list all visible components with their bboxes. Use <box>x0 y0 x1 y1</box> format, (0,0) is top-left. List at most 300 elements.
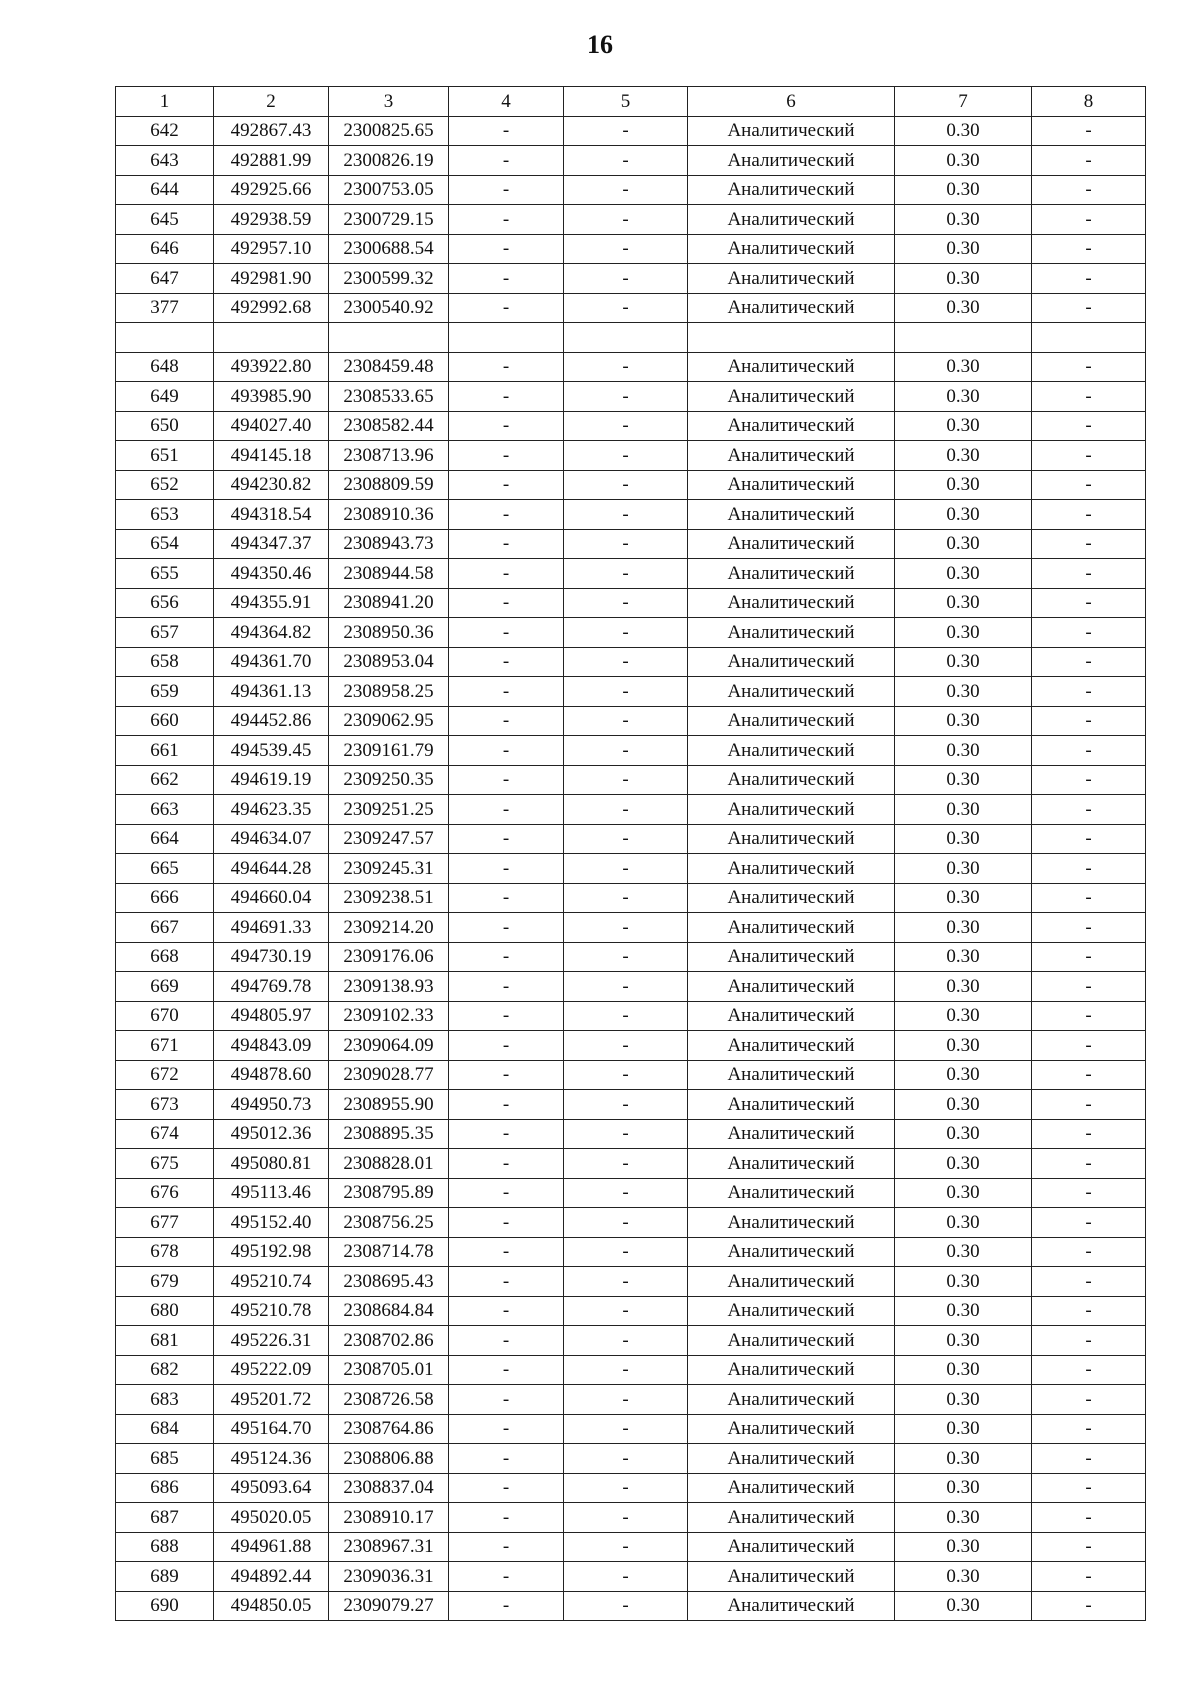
table-cell: 494361.13 <box>214 677 329 707</box>
table-cell: 0.30 <box>895 234 1032 264</box>
table-cell: - <box>564 1208 688 1238</box>
table-cell: - <box>449 913 564 943</box>
table-cell: - <box>564 618 688 648</box>
table-cell <box>329 323 449 353</box>
table-cell: Аналитический <box>688 293 895 323</box>
table-cell: Аналитический <box>688 706 895 736</box>
table-cell: - <box>449 1031 564 1061</box>
table-row <box>116 618 1146 648</box>
table-cell: - <box>449 205 564 235</box>
table-cell: 2309102.33 <box>329 1001 449 1031</box>
table-cell: - <box>564 1237 688 1267</box>
table-cell: 494364.82 <box>214 618 329 648</box>
table-cell: - <box>449 1385 564 1415</box>
table-cell: 2300540.92 <box>329 293 449 323</box>
table-cell: Аналитический <box>688 559 895 589</box>
table-cell: 2308705.01 <box>329 1355 449 1385</box>
table-cell: 492981.90 <box>214 264 329 294</box>
table-cell: - <box>1032 883 1146 913</box>
table-cell: 644 <box>116 175 214 205</box>
table-row <box>116 411 1146 441</box>
table-cell: 2309028.77 <box>329 1060 449 1090</box>
table-row <box>116 264 1146 294</box>
table-cell: - <box>1032 765 1146 795</box>
table-cell: 2309214.20 <box>329 913 449 943</box>
table-cell: - <box>449 1503 564 1533</box>
table-cell: - <box>449 588 564 618</box>
table-cell: 2308941.20 <box>329 588 449 618</box>
table-cell: 652 <box>116 470 214 500</box>
table-cell: 0.30 <box>895 647 1032 677</box>
table-cell: - <box>564 146 688 176</box>
table-cell: 660 <box>116 706 214 736</box>
table-cell: Аналитический <box>688 647 895 677</box>
table-row <box>116 588 1146 618</box>
table-cell: 2308726.58 <box>329 1385 449 1415</box>
table-row <box>116 1031 1146 1061</box>
table-cell: - <box>449 411 564 441</box>
table-cell: Аналитический <box>688 1355 895 1385</box>
table-cell: - <box>564 1326 688 1356</box>
table-cell: - <box>564 736 688 766</box>
table-cell: 494027.40 <box>214 411 329 441</box>
table-row <box>116 1060 1146 1090</box>
table-cell: 0.30 <box>895 441 1032 471</box>
table-row <box>116 1149 1146 1179</box>
table-cell: 0.30 <box>895 293 1032 323</box>
table-row <box>116 1001 1146 1031</box>
table-cell: 0.30 <box>895 618 1032 648</box>
table-cell: 0.30 <box>895 795 1032 825</box>
table-cell: 492938.59 <box>214 205 329 235</box>
table-cell: 2309251.25 <box>329 795 449 825</box>
table-cell: 0.30 <box>895 175 1032 205</box>
table-row <box>116 1208 1146 1238</box>
table-cell: 679 <box>116 1267 214 1297</box>
table-cell: - <box>449 1267 564 1297</box>
table-cell: 648 <box>116 352 214 382</box>
table-cell: 0.30 <box>895 736 1032 766</box>
column-header-4: 4 <box>449 87 564 117</box>
table-cell: - <box>449 175 564 205</box>
table-cell: - <box>1032 1503 1146 1533</box>
table-cell: 0.30 <box>895 1591 1032 1621</box>
table-cell: Аналитический <box>688 1503 895 1533</box>
table-cell: - <box>449 1178 564 1208</box>
table-cell: 0.30 <box>895 1296 1032 1326</box>
table-cell: - <box>564 1385 688 1415</box>
table-cell: - <box>1032 264 1146 294</box>
table-row <box>116 706 1146 736</box>
table-cell: 656 <box>116 588 214 618</box>
table-cell: - <box>1032 1355 1146 1385</box>
table-cell: - <box>1032 824 1146 854</box>
table-cell: 0.30 <box>895 470 1032 500</box>
table-cell: Аналитический <box>688 1473 895 1503</box>
table-row <box>116 323 1146 353</box>
table-cell: - <box>564 647 688 677</box>
table-cell: 2309079.27 <box>329 1591 449 1621</box>
table-cell: 0.30 <box>895 1385 1032 1415</box>
table-cell: Аналитический <box>688 1267 895 1297</box>
table-cell: 0.30 <box>895 765 1032 795</box>
table-cell: 682 <box>116 1355 214 1385</box>
table-cell: Аналитический <box>688 116 895 146</box>
table-cell: - <box>1032 175 1146 205</box>
table-cell: Аналитический <box>688 205 895 235</box>
table-cell: 664 <box>116 824 214 854</box>
table-cell: Аналитический <box>688 1119 895 1149</box>
table-cell: - <box>449 618 564 648</box>
table-cell: - <box>449 234 564 264</box>
table-cell: 687 <box>116 1503 214 1533</box>
table-cell: - <box>1032 1149 1146 1179</box>
table-cell: 0.30 <box>895 706 1032 736</box>
table-row <box>116 116 1146 146</box>
table-cell: 646 <box>116 234 214 264</box>
table-cell: 2308828.01 <box>329 1149 449 1179</box>
table-cell: 495226.31 <box>214 1326 329 1356</box>
table-cell: Аналитический <box>688 1414 895 1444</box>
table-cell <box>116 323 214 353</box>
table-cell: 0.30 <box>895 529 1032 559</box>
table-cell: - <box>449 942 564 972</box>
table-cell: - <box>449 1532 564 1562</box>
table-cell: Аналитический <box>688 500 895 530</box>
table-cell: 494355.91 <box>214 588 329 618</box>
table-cell: - <box>1032 529 1146 559</box>
table-cell: 494318.54 <box>214 500 329 530</box>
table-cell: - <box>564 883 688 913</box>
table-cell: - <box>449 677 564 707</box>
table-cell: 495210.74 <box>214 1267 329 1297</box>
table-row <box>116 1385 1146 1415</box>
table-cell: - <box>1032 972 1146 1002</box>
table-cell: 662 <box>116 765 214 795</box>
table-cell: 495113.46 <box>214 1178 329 1208</box>
table-cell: Аналитический <box>688 529 895 559</box>
table-cell: 493985.90 <box>214 382 329 412</box>
table-cell: - <box>1032 647 1146 677</box>
table-cell: 494634.07 <box>214 824 329 854</box>
table-cell: 495124.36 <box>214 1444 329 1474</box>
table-cell: 677 <box>116 1208 214 1238</box>
table-cell: 495222.09 <box>214 1355 329 1385</box>
table-cell: 493922.80 <box>214 352 329 382</box>
table-cell: 0.30 <box>895 559 1032 589</box>
table-cell: 2300825.65 <box>329 116 449 146</box>
table-cell: 494644.28 <box>214 854 329 884</box>
table-cell: - <box>449 352 564 382</box>
table-cell: 661 <box>116 736 214 766</box>
table-cell: - <box>564 1355 688 1385</box>
column-header-8: 8 <box>1032 87 1146 117</box>
table-cell: - <box>564 175 688 205</box>
table-row <box>116 795 1146 825</box>
table-cell: - <box>1032 1178 1146 1208</box>
table-cell: - <box>564 1503 688 1533</box>
table-cell: 494878.60 <box>214 1060 329 1090</box>
table-cell: 690 <box>116 1591 214 1621</box>
table-cell: 2309062.95 <box>329 706 449 736</box>
table-cell: - <box>1032 411 1146 441</box>
table-cell: Аналитический <box>688 1031 895 1061</box>
table-cell: 688 <box>116 1532 214 1562</box>
table-cell: - <box>564 529 688 559</box>
table-cell: - <box>449 1001 564 1031</box>
table-cell: - <box>1032 1296 1146 1326</box>
table-cell: - <box>449 883 564 913</box>
table-row <box>116 1562 1146 1592</box>
table-cell: - <box>449 765 564 795</box>
table-cell: 2309064.09 <box>329 1031 449 1061</box>
table-cell: 494619.19 <box>214 765 329 795</box>
table-cell: - <box>449 736 564 766</box>
table-row <box>116 1326 1146 1356</box>
table-cell: - <box>1032 293 1146 323</box>
table-cell: 495080.81 <box>214 1149 329 1179</box>
table-cell: 659 <box>116 677 214 707</box>
table-cell: 494892.44 <box>214 1562 329 1592</box>
table-cell: - <box>449 1237 564 1267</box>
table-cell: - <box>1032 618 1146 648</box>
table-cell: 680 <box>116 1296 214 1326</box>
table-cell: - <box>1032 854 1146 884</box>
table-cell: 495012.36 <box>214 1119 329 1149</box>
table-cell: Аналитический <box>688 1237 895 1267</box>
table-cell: 689 <box>116 1562 214 1592</box>
table-cell: 0.30 <box>895 1119 1032 1149</box>
table-cell: 0.30 <box>895 116 1032 146</box>
table-cell: - <box>1032 1208 1146 1238</box>
table-cell: 0.30 <box>895 382 1032 412</box>
table-cell: - <box>449 1149 564 1179</box>
table-cell: - <box>564 1149 688 1179</box>
table-cell: 2300599.32 <box>329 264 449 294</box>
table-cell: 2308713.96 <box>329 441 449 471</box>
table-cell: 2308943.73 <box>329 529 449 559</box>
table-cell: 2308702.86 <box>329 1326 449 1356</box>
table-cell: 2309245.31 <box>329 854 449 884</box>
table-cell: - <box>1032 1562 1146 1592</box>
table-cell: - <box>1032 1001 1146 1031</box>
table-cell: 0.30 <box>895 677 1032 707</box>
table-cell: 0.30 <box>895 1562 1032 1592</box>
table-cell: 0.30 <box>895 1237 1032 1267</box>
table-row <box>116 1267 1146 1297</box>
table-row <box>116 1237 1146 1267</box>
table-row <box>116 441 1146 471</box>
table-cell: 492957.10 <box>214 234 329 264</box>
table-cell: 2308764.86 <box>329 1414 449 1444</box>
table-cell: - <box>564 1090 688 1120</box>
table-cell: - <box>449 795 564 825</box>
table-cell: - <box>564 1473 688 1503</box>
table-cell: 495020.05 <box>214 1503 329 1533</box>
table-cell: - <box>564 1031 688 1061</box>
table-cell: 494145.18 <box>214 441 329 471</box>
table-cell: Аналитический <box>688 441 895 471</box>
table-cell: 2300753.05 <box>329 175 449 205</box>
table-cell: Аналитический <box>688 1296 895 1326</box>
table-cell: Аналитический <box>688 146 895 176</box>
table-cell: 494961.88 <box>214 1532 329 1562</box>
table-cell: Аналитический <box>688 1532 895 1562</box>
table-cell: - <box>564 1296 688 1326</box>
table-cell: Аналитический <box>688 470 895 500</box>
table-cell: - <box>449 854 564 884</box>
table-cell: - <box>564 942 688 972</box>
table-cell: 492925.66 <box>214 175 329 205</box>
table-cell: 495152.40 <box>214 1208 329 1238</box>
table-cell: Аналитический <box>688 677 895 707</box>
table-cell: - <box>1032 234 1146 264</box>
table-cell: 2309238.51 <box>329 883 449 913</box>
table-cell: Аналитический <box>688 913 895 943</box>
table-cell: 676 <box>116 1178 214 1208</box>
table-cell: 2308953.04 <box>329 647 449 677</box>
table-cell: - <box>1032 795 1146 825</box>
table-cell: - <box>564 765 688 795</box>
table-cell: - <box>1032 1326 1146 1356</box>
table-cell: 674 <box>116 1119 214 1149</box>
table-row <box>116 942 1146 972</box>
table-cell: - <box>564 1532 688 1562</box>
table-cell: - <box>1032 706 1146 736</box>
table-cell: - <box>1032 559 1146 589</box>
table-cell: - <box>564 382 688 412</box>
table-cell: Аналитический <box>688 411 895 441</box>
table-cell: Аналитический <box>688 1178 895 1208</box>
table-cell: Аналитический <box>688 736 895 766</box>
table-cell: 685 <box>116 1444 214 1474</box>
table-cell: - <box>1032 382 1146 412</box>
table-cell: 0.30 <box>895 1444 1032 1474</box>
table-cell: 684 <box>116 1414 214 1444</box>
table-cell: Аналитический <box>688 883 895 913</box>
table-cell: 2308958.25 <box>329 677 449 707</box>
table-cell: - <box>1032 1031 1146 1061</box>
table-cell: 0.30 <box>895 1503 1032 1533</box>
table-cell: 494350.46 <box>214 559 329 589</box>
column-header-2: 2 <box>214 87 329 117</box>
table-cell: 649 <box>116 382 214 412</box>
table-cell: 2308695.43 <box>329 1267 449 1297</box>
table-cell: - <box>449 1208 564 1238</box>
table-cell: Аналитический <box>688 264 895 294</box>
table-cell: - <box>564 116 688 146</box>
table-cell: 671 <box>116 1031 214 1061</box>
table-cell: 492992.68 <box>214 293 329 323</box>
table-cell: Аналитический <box>688 234 895 264</box>
table-cell: - <box>564 913 688 943</box>
table-cell: - <box>564 470 688 500</box>
table-cell: - <box>564 1001 688 1031</box>
table-cell: 0.30 <box>895 1532 1032 1562</box>
table-cell: 495201.72 <box>214 1385 329 1415</box>
table-cell: 669 <box>116 972 214 1002</box>
table-cell: - <box>449 824 564 854</box>
table-cell: - <box>449 1060 564 1090</box>
table-row <box>116 1532 1146 1562</box>
table-cell: - <box>1032 205 1146 235</box>
table-cell: 0.30 <box>895 1001 1032 1031</box>
table-cell: 2308895.35 <box>329 1119 449 1149</box>
table-cell: 0.30 <box>895 352 1032 382</box>
table-cell: 495164.70 <box>214 1414 329 1444</box>
table-cell: - <box>1032 942 1146 972</box>
table-cell: - <box>1032 1444 1146 1474</box>
table-cell: - <box>1032 913 1146 943</box>
table-cell: - <box>1032 1532 1146 1562</box>
table-cell: Аналитический <box>688 824 895 854</box>
table-cell: 673 <box>116 1090 214 1120</box>
table-cell: 0.30 <box>895 824 1032 854</box>
table-cell: 494230.82 <box>214 470 329 500</box>
table-row <box>116 1355 1146 1385</box>
table-cell: - <box>564 411 688 441</box>
table-cell: - <box>449 1473 564 1503</box>
table-cell: 2309247.57 <box>329 824 449 854</box>
table-cell: Аналитический <box>688 854 895 884</box>
table-cell: 2308459.48 <box>329 352 449 382</box>
table-cell: 0.30 <box>895 264 1032 294</box>
table-cell: - <box>564 588 688 618</box>
table-cell: 681 <box>116 1326 214 1356</box>
column-header-5: 5 <box>564 87 688 117</box>
table-cell: 665 <box>116 854 214 884</box>
table-row <box>116 1178 1146 1208</box>
page-number: 16 <box>587 30 613 59</box>
table-cell: - <box>564 706 688 736</box>
table-cell: 494539.45 <box>214 736 329 766</box>
table-cell: 495210.78 <box>214 1296 329 1326</box>
table-cell: Аналитический <box>688 588 895 618</box>
table-row <box>116 500 1146 530</box>
table-cell: 643 <box>116 146 214 176</box>
table-cell: 2308910.36 <box>329 500 449 530</box>
table-cell: 2309250.35 <box>329 765 449 795</box>
table-cell: 492867.43 <box>214 116 329 146</box>
table-cell: 668 <box>116 942 214 972</box>
table-cell <box>688 323 895 353</box>
table-cell: 651 <box>116 441 214 471</box>
table-cell: - <box>564 264 688 294</box>
table-cell: - <box>449 972 564 1002</box>
table-row <box>116 146 1146 176</box>
table-cell: 2308910.17 <box>329 1503 449 1533</box>
table-cell: - <box>564 972 688 1002</box>
table-cell: Аналитический <box>688 972 895 1002</box>
table-cell: 2308533.65 <box>329 382 449 412</box>
table-cell: 0.30 <box>895 883 1032 913</box>
table-cell: - <box>1032 1385 1146 1415</box>
table-cell: - <box>564 1267 688 1297</box>
table-cell: - <box>1032 1414 1146 1444</box>
table-cell: 2309161.79 <box>329 736 449 766</box>
table-cell: - <box>449 1119 564 1149</box>
column-header-6: 6 <box>688 87 895 117</box>
table-cell: 0.30 <box>895 205 1032 235</box>
table-cell: - <box>449 529 564 559</box>
table-cell: 2308944.58 <box>329 559 449 589</box>
table-row <box>116 736 1146 766</box>
table-cell: Аналитический <box>688 1562 895 1592</box>
table-cell: 0.30 <box>895 1414 1032 1444</box>
table-cell: - <box>564 293 688 323</box>
table-cell: 0.30 <box>895 1355 1032 1385</box>
table-cell: - <box>564 1414 688 1444</box>
